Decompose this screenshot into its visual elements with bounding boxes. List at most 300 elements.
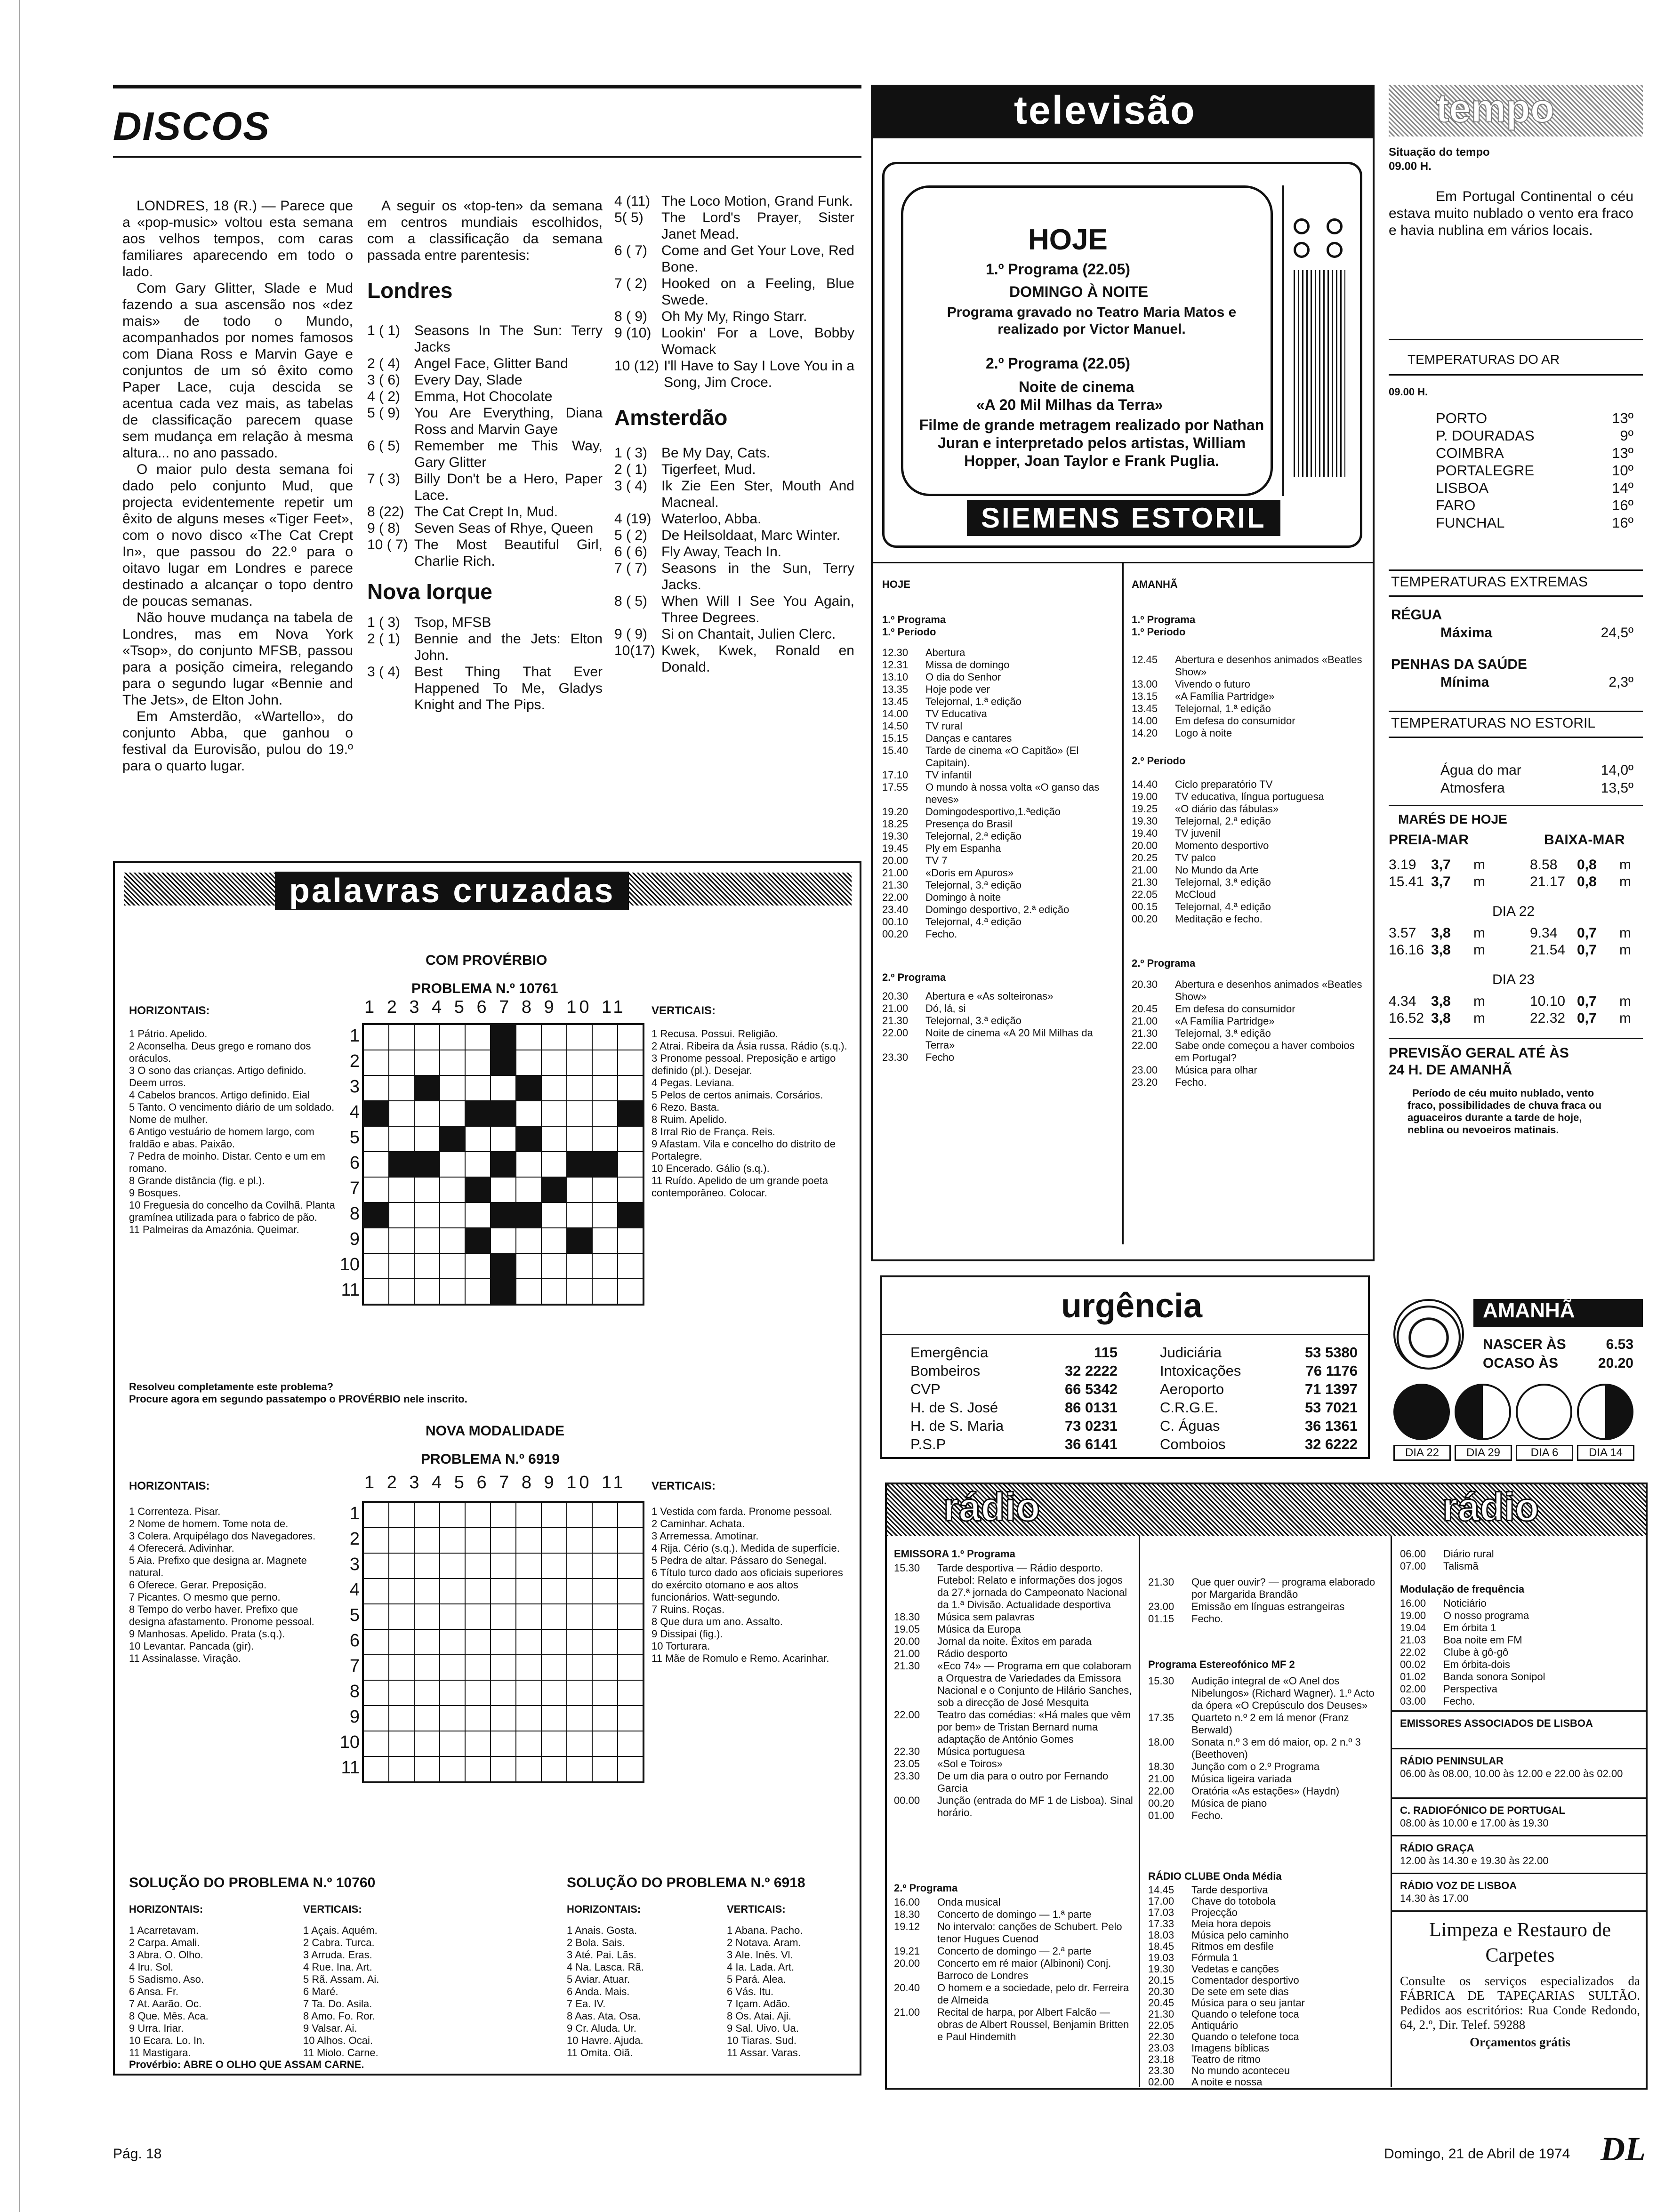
schedule-program: McCloud: [1175, 889, 1216, 900]
grid-cell[interactable]: [465, 1553, 491, 1579]
grid-cell[interactable]: [491, 1756, 516, 1782]
schedule-item: [882, 806, 1118, 818]
schedule-item: [1400, 1671, 1640, 1683]
grid-cell[interactable]: [516, 1579, 541, 1604]
grid-cell[interactable]: [541, 1253, 567, 1279]
grid-cell[interactable]: [389, 1579, 414, 1604]
grid-cell[interactable]: [389, 1253, 414, 1279]
grid-cell[interactable]: [592, 1075, 618, 1101]
schedule-time: 00.02: [1400, 1659, 1426, 1670]
clue-item: 10 Alhos. Ocai.: [303, 2035, 373, 2046]
chart-title: Billy Don't be a Hero, Paper Lace.: [414, 471, 603, 503]
grid-cell[interactable]: [567, 1731, 592, 1756]
grid-cell[interactable]: [491, 1655, 516, 1680]
grid-cell[interactable]: [440, 1202, 465, 1228]
grid-cell[interactable]: [618, 1177, 643, 1202]
grid-cell[interactable]: [414, 1253, 440, 1279]
grid-cell[interactable]: [541, 1101, 567, 1126]
clue-item: 6 Anda. Mais.: [567, 1986, 630, 1997]
grid-cell[interactable]: [567, 1177, 592, 1202]
grid-cell[interactable]: [414, 1502, 440, 1528]
grid-cell[interactable]: [592, 1680, 618, 1706]
grid-cell[interactable]: [363, 1604, 389, 1629]
grid-cell[interactable]: [516, 1604, 541, 1629]
grid-cell[interactable]: [465, 1025, 491, 1050]
grid-cell[interactable]: [567, 1502, 592, 1528]
grid-cell[interactable]: [389, 1177, 414, 1202]
grid-cell[interactable]: [541, 1680, 567, 1706]
grid-cell[interactable]: [363, 1680, 389, 1706]
grid-cell[interactable]: [541, 1126, 567, 1152]
schedule-program: Tarde desportiva: [1191, 1884, 1268, 1896]
grid-cell[interactable]: [414, 1629, 440, 1655]
crossword-grid-2[interactable]: [362, 1501, 644, 1783]
grid-row-number: 8: [349, 1204, 360, 1224]
schedule-time: 20.45: [1148, 1997, 1174, 2009]
schedule-program: Dó, lá, si: [925, 1002, 966, 1014]
grid-cell[interactable]: [491, 1731, 516, 1756]
schedule-time: 01.02: [1400, 1671, 1426, 1683]
grid-cell[interactable]: [414, 1604, 440, 1629]
grid-cell[interactable]: [592, 1629, 618, 1655]
schedule-item: [1148, 2054, 1386, 2065]
grid-cell[interactable]: [516, 1025, 541, 1050]
phone-row: [1160, 1417, 1358, 1435]
grid-cell[interactable]: [592, 1279, 618, 1304]
grid-cell[interactable]: [389, 1279, 414, 1304]
grid-cell[interactable]: [491, 1126, 516, 1152]
grid-cell[interactable]: [592, 1756, 618, 1782]
grid-cell[interactable]: [363, 1177, 389, 1202]
grid-cell[interactable]: [363, 1528, 389, 1553]
grid-cell[interactable]: [414, 1228, 440, 1253]
schedule-program: No intervalo: canções de Schubert. Pelo tenor Hugues Cuenod: [937, 1921, 1122, 1945]
schedule-program: No mundo aconteceu: [1191, 2065, 1290, 2076]
chart-entry: [367, 504, 603, 520]
grid-cell[interactable]: [567, 1253, 592, 1279]
grid-cell[interactable]: [440, 1502, 465, 1528]
chart-position: 9 ( 9): [614, 626, 648, 642]
schedule-time: 03.00: [1400, 1695, 1426, 1707]
grid-cell[interactable]: [414, 1025, 440, 1050]
grid-cell[interactable]: [465, 1655, 491, 1680]
grid-cell[interactable]: [516, 1629, 541, 1655]
grid-cell[interactable]: [440, 1604, 465, 1629]
grid-cell[interactable]: [440, 1075, 465, 1101]
grid-cell[interactable]: [389, 1756, 414, 1782]
schedule-item: [882, 732, 1118, 745]
clue-item: 5 Pelos de certos animais. Corsários.: [652, 1089, 823, 1101]
grid-cell[interactable]: [541, 1553, 567, 1579]
grid-cell[interactable]: [465, 1279, 491, 1304]
grid-cell[interactable]: [440, 1680, 465, 1706]
clue-item: 6 Rezo. Basta.: [652, 1101, 720, 1113]
schedule-program: Concerto de domingo — 1.ª parte: [937, 1908, 1092, 1920]
grid-cell[interactable]: [516, 1279, 541, 1304]
grid-cell[interactable]: [567, 1629, 592, 1655]
grid-cell[interactable]: [541, 1756, 567, 1782]
grid-cell[interactable]: [363, 1731, 389, 1756]
grid-cell[interactable]: [389, 1126, 414, 1152]
grid-cell[interactable]: [618, 1075, 643, 1101]
grid-cell[interactable]: [491, 1228, 516, 1253]
grid-cell[interactable]: [465, 1579, 491, 1604]
grid-cell[interactable]: [389, 1075, 414, 1101]
tv-knob-icon: [1294, 242, 1310, 258]
grid-cell[interactable]: [541, 1050, 567, 1075]
grid-cell[interactable]: [440, 1579, 465, 1604]
grid-cell[interactable]: [592, 1579, 618, 1604]
grid-cell[interactable]: [516, 1655, 541, 1680]
grid-cell[interactable]: [465, 1604, 491, 1629]
schedule-program: Concerto de domingo — 2.ª parte: [937, 1945, 1092, 1957]
radio-c1-p2: 2.º Programa: [894, 1882, 958, 1894]
grid-cell[interactable]: [389, 1228, 414, 1253]
chart-position: 5 ( 9): [367, 405, 401, 421]
grid-cell[interactable]: [516, 1050, 541, 1075]
grid-cell[interactable]: [567, 1025, 592, 1050]
grid-cell[interactable]: [465, 1050, 491, 1075]
schedule-item: [894, 1562, 1134, 1611]
grid-cell[interactable]: [541, 1025, 567, 1050]
grid-cell[interactable]: [363, 1228, 389, 1253]
grid-cell[interactable]: [618, 1152, 643, 1177]
moon-phase-full-icon: [1516, 1384, 1572, 1440]
tide-value: m: [1619, 857, 1631, 873]
grid-cell[interactable]: [618, 1050, 643, 1075]
tide-value: 16.16: [1389, 942, 1424, 958]
grid-cell[interactable]: [414, 1655, 440, 1680]
radio-rule-a: [1392, 1710, 1646, 1712]
grid-cell[interactable]: [389, 1025, 414, 1050]
grid-cell[interactable]: [363, 1050, 389, 1075]
grid-cell[interactable]: [541, 1075, 567, 1101]
phone-service: H. de S. José: [910, 1399, 998, 1416]
grid-cell[interactable]: [491, 1604, 516, 1629]
grid-cell[interactable]: [592, 1050, 618, 1075]
grid-cell[interactable]: [389, 1050, 414, 1075]
grid-cell[interactable]: [592, 1502, 618, 1528]
grid-cell[interactable]: [516, 1101, 541, 1126]
grid-cell[interactable]: [363, 1655, 389, 1680]
grid-cell[interactable]: [618, 1604, 643, 1629]
grid-cell[interactable]: [592, 1528, 618, 1553]
schedule-time: 21.00: [1148, 1773, 1174, 1785]
schedule-item: [1148, 1918, 1386, 1930]
grid-cell[interactable]: [465, 1629, 491, 1655]
grid-cell[interactable]: [440, 1756, 465, 1782]
grid-cell[interactable]: [389, 1604, 414, 1629]
grid-cell[interactable]: [592, 1126, 618, 1152]
grid-cell[interactable]: [363, 1152, 389, 1177]
schedule-time: 22.00: [1132, 1040, 1158, 1051]
grid-cell[interactable]: [414, 1279, 440, 1304]
grid-cell[interactable]: [491, 1502, 516, 1528]
grid-cell[interactable]: [465, 1680, 491, 1706]
grid-cell[interactable]: [363, 1025, 389, 1050]
grid-cell[interactable]: [414, 1756, 440, 1782]
previsao-body: Período de céu muito nublado, vento fraco, possibilidades de chuva fraca ou aguaceiros durante a tarde de hoje, neblina ou nevoeiros matinais.: [1408, 1087, 1602, 1136]
regua-label: RÉGUA: [1391, 607, 1442, 623]
grid-cell[interactable]: [465, 1706, 491, 1731]
grid-cell[interactable]: [592, 1553, 618, 1579]
grid-cell[interactable]: [516, 1152, 541, 1177]
grid-cell[interactable]: [440, 1279, 465, 1304]
phone-service: Aeroporto: [1160, 1381, 1224, 1397]
clue-item: 2 Bola. Sais.: [567, 1937, 625, 1948]
grid-cell[interactable]: [491, 1553, 516, 1579]
grid-cell[interactable]: [516, 1756, 541, 1782]
grid-cell[interactable]: [541, 1579, 567, 1604]
grid-cell[interactable]: [363, 1706, 389, 1731]
grid-cell[interactable]: [491, 1680, 516, 1706]
grid-cell[interactable]: [618, 1680, 643, 1706]
grid-cell[interactable]: [465, 1152, 491, 1177]
schedule-program: TV rural: [925, 720, 963, 732]
phone-row: [910, 1380, 1118, 1398]
grid-cell[interactable]: [465, 1075, 491, 1101]
schedule-time: 19.03: [1148, 1952, 1174, 1964]
grid-cell[interactable]: [516, 1228, 541, 1253]
grid-cell[interactable]: [541, 1731, 567, 1756]
city-temp: 13º: [1612, 410, 1633, 426]
grid-cell[interactable]: [618, 1253, 643, 1279]
grid-cell[interactable]: [567, 1706, 592, 1731]
clue-item: 4 Oferecerá. Adivinhar.: [129, 1542, 234, 1554]
clue-item: 2 Carpa. Amali.: [129, 1937, 200, 1948]
radio-title-right: rádio: [1442, 1485, 1539, 1529]
grid-cell[interactable]: [592, 1177, 618, 1202]
p2-verticais-label: VERTICAIS:: [652, 1480, 716, 1492]
grid-cell[interactable]: [618, 1553, 643, 1579]
grid-cell[interactable]: [491, 1706, 516, 1731]
crossword-grid-1[interactable]: [362, 1023, 644, 1306]
schedule-time: 13.00: [1132, 678, 1158, 690]
grid-cell[interactable]: [440, 1553, 465, 1579]
grid-cell[interactable]: [414, 1101, 440, 1126]
grid-cell[interactable]: [414, 1177, 440, 1202]
schedule-program: Perspectiva: [1443, 1683, 1497, 1695]
ad-carpetes: [1400, 1917, 1640, 2050]
grid-cell[interactable]: [440, 1706, 465, 1731]
tv-filme: «A 20 Mil Milhas da Terra»: [976, 396, 1163, 413]
tide-value: 0,7: [1577, 942, 1597, 958]
grid-cell[interactable]: [592, 1655, 618, 1680]
grid-cell[interactable]: [389, 1528, 414, 1553]
grid-cell[interactable]: [465, 1731, 491, 1756]
grid-cell[interactable]: [567, 1655, 592, 1680]
grid-cell[interactable]: [389, 1680, 414, 1706]
grid-cell[interactable]: [618, 1655, 643, 1680]
grid-cell[interactable]: [567, 1202, 592, 1228]
grid-cell[interactable]: [363, 1756, 389, 1782]
problem-2-title: PROBLEMA N.º 6919: [421, 1451, 560, 1467]
grid-cell[interactable]: [363, 1553, 389, 1579]
schedule-program: Fecho.: [1191, 1613, 1223, 1625]
grid-cell[interactable]: [541, 1228, 567, 1253]
grid-cell[interactable]: [541, 1629, 567, 1655]
grid-cell[interactable]: [618, 1502, 643, 1528]
tempo-rule-2: [1389, 374, 1643, 376]
grid-cell[interactable]: [516, 1680, 541, 1706]
ocaso-label: OCASO ÀS: [1483, 1355, 1559, 1371]
grid-cell[interactable]: [516, 1528, 541, 1553]
schedule-program: Imagens bíblicas: [1191, 2042, 1270, 2054]
grid-cell[interactable]: [389, 1706, 414, 1731]
chart-entry: [614, 560, 854, 593]
grid-cell[interactable]: [414, 1202, 440, 1228]
mares-dia22-table: [1389, 925, 1643, 959]
grid-cell[interactable]: [592, 1202, 618, 1228]
grid-cell[interactable]: [516, 1177, 541, 1202]
grid-cell[interactable]: [440, 1253, 465, 1279]
grid-cell[interactable]: [491, 1579, 516, 1604]
grid-cell[interactable]: [363, 1279, 389, 1304]
grid-cell[interactable]: [516, 1553, 541, 1579]
grid-cell[interactable]: [440, 1731, 465, 1756]
grid-cell[interactable]: [567, 1553, 592, 1579]
grid-cell[interactable]: [465, 1756, 491, 1782]
grid-cell[interactable]: [592, 1101, 618, 1126]
grid-cell[interactable]: [541, 1202, 567, 1228]
grid-cell[interactable]: [414, 1126, 440, 1152]
grid-cell[interactable]: [541, 1152, 567, 1177]
grid-cell[interactable]: [389, 1655, 414, 1680]
grid-cell[interactable]: [567, 1126, 592, 1152]
grid-cell[interactable]: [414, 1050, 440, 1075]
grid-cell[interactable]: [389, 1502, 414, 1528]
grid-cell[interactable]: [567, 1101, 592, 1126]
grid-cell[interactable]: [465, 1126, 491, 1152]
grid-cell[interactable]: [567, 1756, 592, 1782]
phone-service: Bombeiros: [910, 1362, 981, 1379]
peninsular-heading: RÁDIO PENINSULAR: [1400, 1755, 1504, 1767]
grid-cell[interactable]: [618, 1025, 643, 1050]
grid-cell[interactable]: [440, 1025, 465, 1050]
grid-cell[interactable]: [389, 1101, 414, 1126]
schedule-item: [894, 1623, 1134, 1635]
grid-cell[interactable]: [592, 1228, 618, 1253]
grid-cell[interactable]: [363, 1629, 389, 1655]
grid-cell[interactable]: [414, 1553, 440, 1579]
clue-item: 10 Havre. Ajuda.: [567, 2035, 643, 2046]
grid-cell[interactable]: [440, 1228, 465, 1253]
grid-cell[interactable]: [363, 1126, 389, 1152]
grid-cell[interactable]: [440, 1152, 465, 1177]
grid-cell[interactable]: [516, 1502, 541, 1528]
tv-amanha-list-1: [1132, 654, 1367, 739]
grid-cell[interactable]: [491, 1528, 516, 1553]
grid-cell[interactable]: [618, 1528, 643, 1553]
grid-cell[interactable]: [414, 1528, 440, 1553]
tv-p2: 2.º Programa (22.05): [986, 355, 1130, 372]
schedule-item: [1400, 1683, 1640, 1695]
grid-cell[interactable]: [440, 1050, 465, 1075]
chart-entry: [614, 461, 854, 478]
grid-cell[interactable]: [363, 1075, 389, 1101]
grid-cell[interactable]: [541, 1502, 567, 1528]
grid-cell[interactable]: [618, 1579, 643, 1604]
grid-cell[interactable]: [491, 1177, 516, 1202]
grid-cell[interactable]: [592, 1253, 618, 1279]
schedule-time: 19.40: [1132, 827, 1158, 839]
grid-cell[interactable]: [414, 1706, 440, 1731]
schedule-time: 23.00: [1132, 1064, 1158, 1076]
grid-cell[interactable]: [567, 1075, 592, 1101]
clue-item: 2 Notava. Aram.: [727, 1937, 801, 1948]
grid-cell[interactable]: [592, 1025, 618, 1050]
grid-cell[interactable]: [440, 1655, 465, 1680]
grid-cell[interactable]: [618, 1126, 643, 1152]
grid-cell[interactable]: [618, 1279, 643, 1304]
grid-cell[interactable]: [541, 1279, 567, 1304]
grid-cell[interactable]: [516, 1731, 541, 1756]
grid-cell[interactable]: [389, 1731, 414, 1756]
grid-cell[interactable]: [592, 1731, 618, 1756]
grid-cell[interactable]: [363, 1502, 389, 1528]
grid-cell[interactable]: [618, 1706, 643, 1731]
tempo-title: tempo: [1436, 86, 1554, 130]
grid-cell[interactable]: [414, 1731, 440, 1756]
grid-cell[interactable]: [465, 1253, 491, 1279]
grid-cell[interactable]: [516, 1706, 541, 1731]
dia23-label: DIA 23: [1492, 972, 1535, 987]
grid-cell[interactable]: [389, 1629, 414, 1655]
schedule-time: 20.00: [1132, 840, 1158, 851]
grid-cell[interactable]: [541, 1655, 567, 1680]
chart-entry: [614, 478, 854, 511]
grid-cell[interactable]: [363, 1579, 389, 1604]
grid-cell[interactable]: [440, 1101, 465, 1126]
grid-cell[interactable]: [592, 1706, 618, 1731]
grid-cell[interactable]: [440, 1629, 465, 1655]
grid-cell[interactable]: [363, 1253, 389, 1279]
grid-cell[interactable]: [414, 1579, 440, 1604]
grid-cell[interactable]: [567, 1680, 592, 1706]
grid-cell[interactable]: [592, 1604, 618, 1629]
grid-cell[interactable]: [440, 1528, 465, 1553]
nascer-value: 6.53: [1606, 1337, 1633, 1352]
grid-cell[interactable]: [491, 1075, 516, 1101]
grid-cell[interactable]: [465, 1528, 491, 1553]
grid-cell[interactable]: [440, 1177, 465, 1202]
grid-cell[interactable]: [567, 1528, 592, 1553]
grid-cell[interactable]: [389, 1202, 414, 1228]
s2-horizontais-label: HORIZONTAIS:: [567, 1903, 641, 1915]
grid-cell[interactable]: [618, 1629, 643, 1655]
grid-cell[interactable]: [618, 1756, 643, 1782]
chart-position: 2 ( 4): [367, 356, 401, 371]
grid-cell[interactable]: [567, 1579, 592, 1604]
grid-cell[interactable]: [567, 1050, 592, 1075]
grid-cell[interactable]: [567, 1279, 592, 1304]
phone-row: [1160, 1362, 1358, 1380]
grid-cell[interactable]: [465, 1502, 491, 1528]
tide-row: [1389, 857, 1643, 874]
grid-cell[interactable]: [465, 1202, 491, 1228]
grid-cell[interactable]: [389, 1553, 414, 1579]
grid-cell[interactable]: [567, 1604, 592, 1629]
grid-cell[interactable]: [541, 1604, 567, 1629]
grid-cell[interactable]: [491, 1629, 516, 1655]
grid-cell[interactable]: [541, 1706, 567, 1731]
grid-cell[interactable]: [618, 1731, 643, 1756]
grid-cell[interactable]: [516, 1253, 541, 1279]
grid-cell[interactable]: [414, 1680, 440, 1706]
grid-cell[interactable]: [618, 1228, 643, 1253]
clue-item: 9 Manhosas. Apelido. Prata (s.q.).: [129, 1628, 285, 1640]
grid-cell[interactable]: [541, 1528, 567, 1553]
